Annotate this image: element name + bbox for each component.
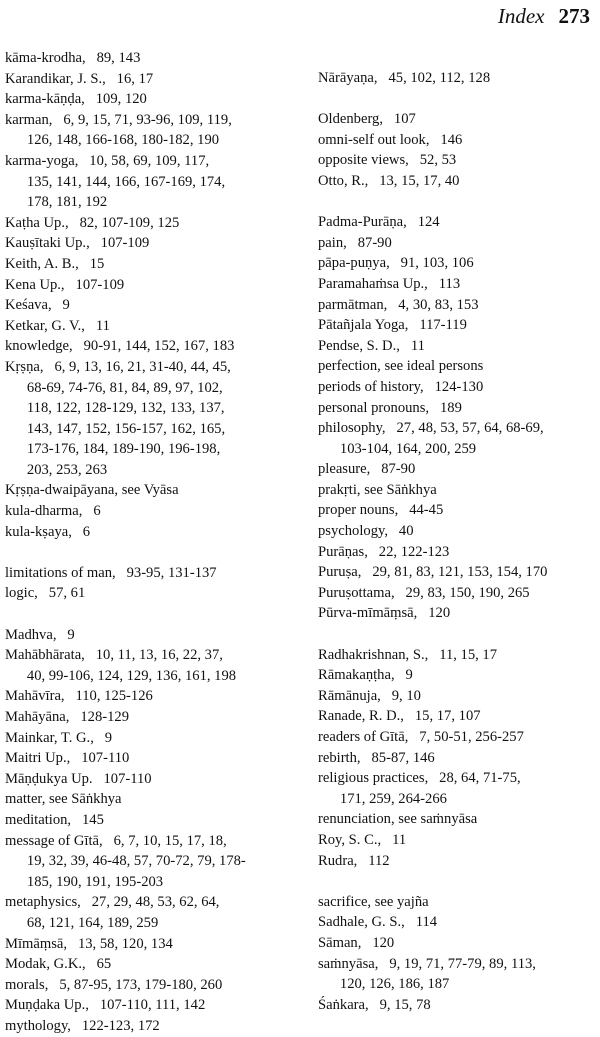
index-entry: Modak, G.K., 65 <box>5 956 112 973</box>
index-entry: logic, 57, 61 <box>5 585 86 602</box>
index-entry: Padma-Purāṇa, 124 <box>318 214 440 231</box>
index-entry: Kṛṣṇa-dwaipāyana, see Vyāsa <box>5 482 179 499</box>
index-entry: Maitri Up., 107-110 <box>5 750 130 767</box>
index-entry: metaphysics, 27, 29, 48, 53, 62, 64, <box>5 894 220 911</box>
index-entry: Mahābhārata, 10, 11, 13, 16, 22, 37, <box>5 647 223 664</box>
index-entry: Roy, S. C., 11 <box>318 831 407 848</box>
index-entry: Pātañjala Yoga, 117-119 <box>318 317 467 334</box>
page-number: 273 <box>558 4 590 28</box>
index-entry: Mahāvīra, 110, 125-126 <box>5 688 153 705</box>
index-entry: Madhva, 9 <box>5 626 75 643</box>
index-entry: Radhakrishnan, S., 11, 15, 17 <box>318 646 498 663</box>
index-entry: proper nouns, 44-45 <box>318 502 444 519</box>
index-entry: 118, 122, 128-129, 132, 133, 137, <box>5 400 225 417</box>
index-entry: 103-104, 164, 200, 259 <box>318 440 477 457</box>
index-entry: Kauṣītaki Up., 107-109 <box>5 235 150 252</box>
index-entry: matter, see Sāṅkhya <box>5 791 122 808</box>
section-gap <box>5 542 303 563</box>
index-entry: karman, 6, 9, 15, 71, 93-96, 109, 119, <box>5 111 232 128</box>
index-entry: Rudra, 112 <box>318 852 390 869</box>
index-entry: readers of Gītā, 7, 50-51, 256-257 <box>318 729 524 745</box>
index-entry: 126, 148, 166-168, 180-182, 190 <box>5 132 220 149</box>
index-entry: morals, 5, 87-95, 173, 179-180, 260 <box>5 976 223 993</box>
index-column-right <box>318 68 598 1015</box>
index-entry: religious practices, 28, 64, 71-75, <box>318 770 521 787</box>
index-entry: 68-69, 74-76, 81, 84, 89, 97, 102, <box>5 379 223 396</box>
index-entry: pleasure, 87-90 <box>318 461 416 478</box>
index-entry: karma-yoga, 10, 58, 69, 109, 117, <box>5 152 210 169</box>
index-entry: Puruṣa, 29, 81, 83, 121, 153, 154, 170 <box>318 564 548 581</box>
index-entry: 178, 181, 192 <box>5 194 108 211</box>
index-entry: 185, 190, 191, 195-203 <box>5 873 164 890</box>
index-entry: renunciation, see saṁnyāsa <box>318 811 478 828</box>
index-entry: Otto, R., 13, 15, 17, 40 <box>318 172 460 189</box>
index-entry: Purāṇas, 22, 122-123 <box>318 543 450 560</box>
index-entry: personal pronouns, 189 <box>318 399 462 416</box>
index-column-left <box>5 48 303 1037</box>
index-entry: Rāmakaṇṭha, 9 <box>318 667 413 684</box>
index-entry: saṁnyāsa, 9, 19, 71, 77-79, 89, 113, <box>318 955 536 972</box>
page-header <box>498 4 590 29</box>
index-entry: Muṇḍaka Up., 107-110, 111, 142 <box>5 997 206 1014</box>
index-entry: Kaṭha Up., 82, 107-109, 125 <box>5 214 180 231</box>
index-entry: knowledge, 90-91, 144, 152, 167, 183 <box>5 338 235 355</box>
index-entry: Ketkar, G. V., 11 <box>5 317 110 334</box>
index-entry: meditation, 145 <box>5 811 104 828</box>
index-entry: 171, 259, 264-266 <box>318 790 447 807</box>
index-entry: Karandikar, J. S., 16, 17 <box>5 70 154 87</box>
index-entry: Paramahaṁsa Up., 113 <box>318 275 461 292</box>
index-entry: 120, 126, 186, 187 <box>318 976 450 993</box>
index-entry: Pendse, S. D., 11 <box>318 337 425 354</box>
index-entry: Nārāyaṇa, 45, 102, 112, 128 <box>318 70 491 86</box>
index-entry: Ranade, R. D., 15, 17, 107 <box>318 708 481 725</box>
index-entry: Māṇḍukya Up. 107-110 <box>5 770 152 787</box>
section-gap <box>318 624 598 645</box>
index-entry: Keśava, 9 <box>5 297 70 314</box>
index-entry: kula-dharma, 6 <box>5 503 101 520</box>
index-entry: limitations of man, 93-95, 131-137 <box>5 564 217 581</box>
index-entry: philosophy, 27, 48, 53, 57, 64, 68-69, <box>318 420 544 437</box>
index-entry: 19, 32, 39, 46-48, 57, 70-72, 79, 178- <box>5 853 246 870</box>
index-entry: 68, 121, 164, 189, 259 <box>5 914 159 931</box>
index-entry: pain, 87-90 <box>318 234 392 251</box>
index-entry: 135, 141, 144, 166, 167-169, 174, <box>5 173 226 190</box>
index-entry: 40, 99-106, 124, 129, 136, 161, 198 <box>5 667 237 684</box>
section-gap <box>318 192 598 213</box>
index-entry: parmātman, 4, 30, 83, 153 <box>318 296 479 313</box>
section-gap <box>5 604 303 625</box>
index-entry: Keith, A. B., 15 <box>5 255 105 272</box>
index-entry: Kṛṣṇa, 6, 9, 13, 16, 21, 31-40, 44, 45, <box>5 358 231 375</box>
index-entry: periods of history, 124-130 <box>318 378 484 395</box>
index-entry: omni-self out look, 146 <box>318 131 463 148</box>
index-entry: Mīmāṃsā, 13, 58, 120, 134 <box>5 935 173 952</box>
index-entry: rebirth, 85-87, 146 <box>318 749 435 766</box>
index-entry: karma-kāṇḍa, 109, 120 <box>5 91 147 108</box>
index-entry: Rāmānuja, 9, 10 <box>318 687 421 704</box>
section-gap <box>318 871 598 892</box>
index-entry: kāma-krodha, 89, 143 <box>5 50 141 66</box>
index-entry: pāpa-puṇya, 91, 103, 106 <box>318 255 474 272</box>
index-entry: psychology, 40 <box>318 523 414 540</box>
index-entry: perfection, see ideal persons <box>318 358 484 375</box>
index-entry: Kena Up., 107-109 <box>5 276 125 293</box>
index-entry: 143, 147, 152, 156-157, 162, 165, <box>5 420 226 437</box>
index-entry: message of Gītā, 6, 7, 10, 15, 17, 18, <box>5 832 227 849</box>
index-entry: kula-kṣaya, 6 <box>5 523 91 540</box>
index-entry: Mainkar, T. G., 9 <box>5 729 113 746</box>
index-entry: sacrifice, see yajña <box>318 893 429 910</box>
index-entry: Pūrva-mīmāṃsā, 120 <box>318 605 451 622</box>
running-head-title: Index <box>497 4 545 28</box>
index-entry: Śaṅkara, 9, 15, 78 <box>318 996 431 1013</box>
index-entry: Sāman, 120 <box>318 934 395 951</box>
index-entry: 173-176, 184, 189-190, 196-198, <box>5 441 221 458</box>
index-entry: prakṛti, see Sāṅkhya <box>318 481 437 498</box>
index-entry: opposite views, 52, 53 <box>318 152 457 169</box>
section-gap <box>318 89 598 110</box>
index-entry: Oldenberg, 107 <box>318 111 416 128</box>
index-entry: Mahāyāna, 128-129 <box>5 709 130 725</box>
index-entry: mythology, 122-123, 172 <box>5 1017 160 1034</box>
index-entry: 203, 253, 263 <box>5 461 108 478</box>
index-entry: Sadhale, G. S., 114 <box>318 914 438 931</box>
index-entry: Puruṣottama, 29, 83, 150, 190, 265 <box>318 584 530 601</box>
